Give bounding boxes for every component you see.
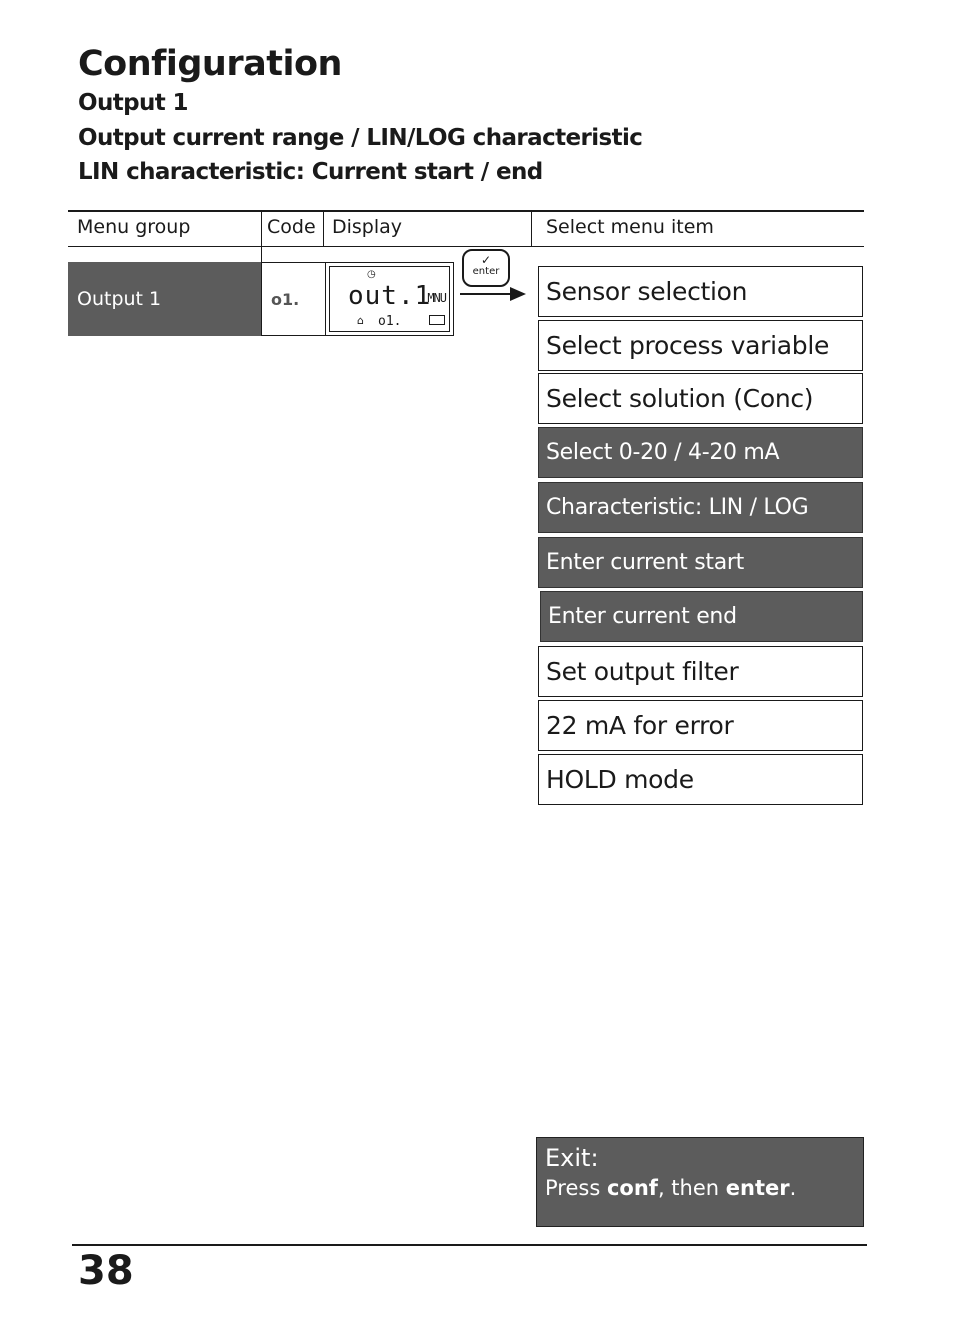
battery-icon <box>429 315 445 325</box>
menu-item-output-filter[interactable]: Set output filter <box>538 646 863 697</box>
subtitle-lin-characteristic: LIN characteristic: Current start / end <box>78 159 543 185</box>
subtitle-output: Output 1 <box>78 90 188 116</box>
lcd-screen <box>329 266 450 332</box>
exit-conf-key: conf <box>606 1176 658 1200</box>
header-code: Code <box>267 216 316 238</box>
clock-icon: ◷ <box>367 269 376 280</box>
exit-press: Press <box>545 1176 601 1200</box>
menu-item-sensor-selection[interactable]: Sensor selection <box>538 266 863 317</box>
exit-instructions <box>545 1173 855 1203</box>
code-cell <box>261 262 325 336</box>
exit-note <box>536 1137 864 1227</box>
exit-enter-key: enter <box>725 1176 790 1200</box>
code-label: o1. <box>271 289 300 309</box>
exit-title: Exit: <box>545 1144 599 1172</box>
arrow-right-icon <box>458 284 530 304</box>
page-title: Configuration <box>78 44 342 84</box>
enter-button-label: enter <box>472 266 500 277</box>
header-menu-group: Menu group <box>77 216 191 238</box>
lcd-main-text: out.1 <box>348 281 432 311</box>
lcd-sub-text: o1. <box>378 314 402 329</box>
display-cell <box>325 262 454 336</box>
menu-group-cell <box>68 262 261 336</box>
menu-item-current-end[interactable]: Enter current end <box>540 591 863 642</box>
menu-item-hold-mode[interactable]: HOLD mode <box>538 754 863 805</box>
enter-button[interactable] <box>462 249 510 287</box>
header-display: Display <box>332 216 403 238</box>
menu-item-select-process-variable[interactable]: Select process variable <box>538 320 863 371</box>
column-divider <box>323 211 324 247</box>
menu-item-current-start[interactable]: Enter current start <box>538 537 863 588</box>
menu-item-select-solution[interactable]: Select solution (Conc) <box>538 373 863 424</box>
footer-rule <box>72 1244 867 1246</box>
table-header-rule <box>68 246 864 247</box>
check-icon: ✓ <box>480 253 492 267</box>
exit-period: . <box>789 1176 797 1200</box>
exit-then: , then <box>657 1176 720 1200</box>
menu-item-22ma-error[interactable]: 22 mA for error <box>538 700 863 751</box>
menu-group-label: Output 1 <box>77 288 162 310</box>
header-select-menu-item: Select menu item <box>546 216 714 238</box>
menu-item-characteristic[interactable]: Characteristic: LIN / LOG <box>538 482 863 533</box>
subtitle-current-range: Output current range / LIN/LOG characteristic <box>78 125 643 151</box>
menu-item-select-current-range[interactable]: Select 0-20 / 4-20 mA <box>538 427 863 478</box>
column-divider <box>531 211 532 247</box>
table-top-rule <box>68 210 864 212</box>
page-number: 38 <box>78 1248 134 1294</box>
lcd-mnu-text: MNU <box>427 291 446 305</box>
sensor-icon: ⌂ <box>357 314 364 327</box>
